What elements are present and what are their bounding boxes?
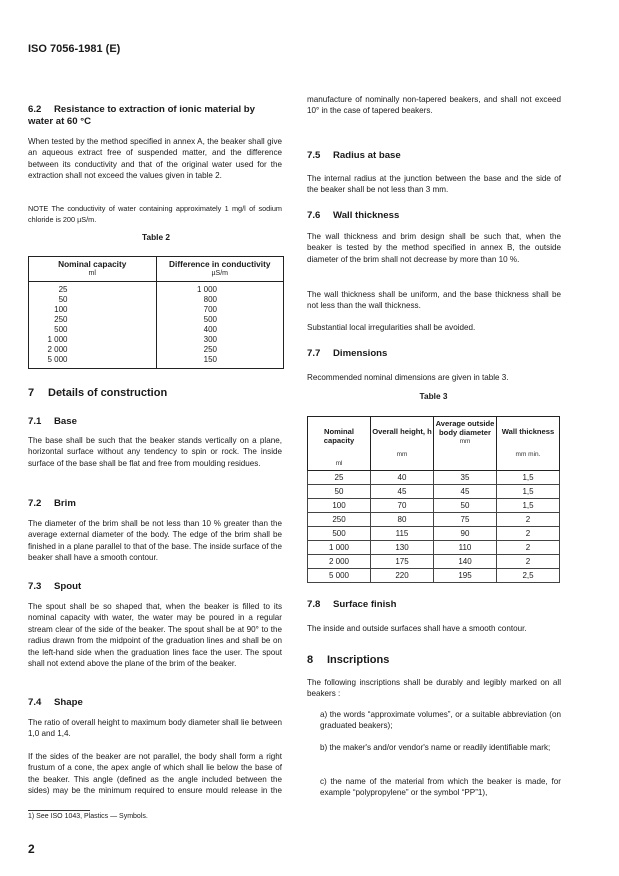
table-cell: 2 000 — [308, 555, 371, 569]
table-cell: 2,5 — [497, 569, 560, 583]
heading-7-1: 7.1 Base — [28, 416, 77, 427]
table-cell: 110 — [434, 541, 497, 555]
table-cell: 90 — [434, 527, 497, 541]
para-7-6-1: The wall thickness and brim design shall be such that, when the beaker is tested by the method specified in annex B, the outside diameter of the brim shall not decrease by more than 10 %. — [307, 232, 561, 264]
table-cell: 400 — [156, 325, 284, 335]
table-row — [308, 513, 560, 527]
para-7-6-3: Substantial local irregularities shall be avoided. — [307, 323, 476, 332]
table-cell: 100 — [308, 499, 371, 513]
para-7-7: Recommended nominal dimensions are given in table 3. — [307, 373, 509, 382]
table-3 — [307, 416, 560, 583]
para-7-4-2-continued: manufacture of nominally non-tapered beakers, and shall not exceed 10° in the case of tapered beakers. — [307, 94, 561, 116]
table-row — [308, 569, 560, 583]
table-cell: 75 — [434, 513, 497, 527]
heading-7-7: 7.7 Dimensions — [307, 348, 388, 359]
table-cell: 500 — [308, 527, 371, 541]
table-row — [29, 355, 284, 369]
table-row — [308, 471, 560, 485]
table-cell: 1,5 — [497, 499, 560, 513]
table-cell: 1 000 — [156, 282, 284, 296]
table3-header: Average outside body diameter mm — [434, 417, 497, 471]
table-cell: 45 — [434, 485, 497, 499]
table-cell: 2 000 — [29, 345, 157, 355]
table-cell: 500 — [156, 315, 284, 325]
table-row — [29, 305, 284, 315]
table-cell: 150 — [156, 355, 284, 369]
table-cell: 700 — [156, 305, 284, 315]
table-cell: 2 — [497, 555, 560, 569]
table-cell: 800 — [156, 295, 284, 305]
table-cell: 50 — [29, 295, 157, 305]
table-cell: 50 — [434, 499, 497, 513]
table-cell: 250 — [156, 345, 284, 355]
heading-6-2: 6.2 Resistance to extraction of ionic material by water at 60 °C — [28, 104, 255, 127]
table-cell: 25 — [29, 282, 157, 296]
table-cell: 115 — [371, 527, 434, 541]
table-cell: 175 — [371, 555, 434, 569]
table-row — [308, 541, 560, 555]
note-6-2: NOTE The conductivity of water containing approximately 1 mg/l of sodium chloride is 200 µS/m. — [28, 204, 282, 224]
table-cell: 50 — [308, 485, 371, 499]
table-row — [29, 282, 284, 296]
table2-header: Nominal capacity ml — [29, 257, 157, 282]
table-cell: 1,5 — [497, 471, 560, 485]
table2-header: Difference in conductivity µS/m — [156, 257, 284, 282]
para-6-2: When tested by the method specified in annex A, the beaker shall give an aqueous extract free of suspended matter, and the difference between its conductivity and that of the original water used for the extraction shall not exceed the values given in table 2. — [28, 137, 282, 181]
table-cell: 80 — [371, 513, 434, 527]
page-number: 2 — [28, 842, 35, 856]
table-cell: 45 — [371, 485, 434, 499]
table3-title: Table 3 — [419, 391, 448, 401]
table-2 — [28, 256, 284, 369]
table3-header: Nominal capacity ml — [308, 417, 371, 471]
table-cell: 220 — [371, 569, 434, 583]
para-7-1: The base shall be such that the beaker stands vertically on a plane, horizontal surface without any tendency to spin or rock. The inside surface of the base shall be flat and free from moulding residues. — [28, 436, 282, 468]
table3-header: Wall thickness mm min. — [497, 417, 560, 471]
list-item: a) the words “approximate volumes”, or a suitable abbreviation (on graduated beakers); — [320, 710, 561, 731]
heading-7-4: 7.4 Shape — [28, 697, 83, 708]
table-cell: 250 — [29, 315, 157, 325]
table-row — [29, 315, 284, 325]
table2-title: Table 2 — [142, 232, 170, 242]
para-7-2: The diameter of the brim shall be not less than 10 % greater than the average external diameter of the body. The edge of the brim shall be finished in a plane parallel to that of the base. The inside surface of the beaker shall have a smooth contour. — [28, 519, 282, 563]
table-cell: 100 — [29, 305, 157, 315]
table3-header: Overall height, h mm — [371, 417, 434, 471]
table-row — [29, 335, 284, 345]
table-cell: 1 000 — [308, 541, 371, 555]
para-7-8: The inside and outside surfaces shall have a smooth contour. — [307, 624, 527, 633]
table-cell: 1,5 — [497, 485, 560, 499]
para-7-4-1: The ratio of overall height to maximum body diameter shall lie between 1,0 and 1,4. — [28, 718, 282, 739]
table-cell: 130 — [371, 541, 434, 555]
heading-7: 7 Details of construction — [28, 387, 168, 399]
table-row — [29, 325, 284, 335]
table-cell: 2 — [497, 541, 560, 555]
table-cell: 500 — [29, 325, 157, 335]
table-cell: 195 — [434, 569, 497, 583]
list-item: c) the name of the material from which the beaker is made, for example “polypropylene” or the symbol “PP”1), — [320, 777, 561, 798]
para-7-3: The spout shall be so shaped that, when the beaker is filled to its nominal capacity with water, the water may be poured in a regular stream clear of the side of the beaker. The spout shall be at 90° to the radius drawn from the midpoint of the graduation lines and shall be on the left-hand side when the graduation lines face the user. The spout shall not extend above the plane of the brim of the beaker. — [28, 602, 282, 669]
heading-7-6: 7.6 Wall thickness — [307, 210, 400, 221]
table-cell: 300 — [156, 335, 284, 345]
para-8: The following inscriptions shall be durably and legibly marked on all beakers : — [307, 678, 561, 699]
heading-8: 8 Inscriptions — [307, 654, 390, 666]
table-row — [308, 485, 560, 499]
table-cell: 5 000 — [29, 355, 157, 369]
heading-7-2: 7.2 Brim — [28, 498, 76, 509]
footnote-divider — [28, 810, 90, 811]
table-cell: 25 — [308, 471, 371, 485]
para-7-4-2: If the sides of the beaker are not parallel, the body shall form a right frustum of a cone, the apex angle of which shall lie below the base of the beaker. This angle (defined as the angle included between the sides) may be the minimum required to ensure mould release in the — [28, 752, 282, 796]
table-cell: 2 — [497, 513, 560, 527]
heading-7-5: 7.5 Radius at base — [307, 150, 401, 161]
heading-7-8: 7.8 Surface finish — [307, 599, 397, 610]
table-row — [29, 345, 284, 355]
table-cell: 1 000 — [29, 335, 157, 345]
document-header: ISO 7056-1981 (E) — [28, 43, 121, 55]
table-cell: 5 000 — [308, 569, 371, 583]
list-item: b) the maker's and/or vendor's name or readily identifiable mark; — [320, 743, 551, 752]
heading-7-3: 7.3 Spout — [28, 581, 82, 592]
table-row — [29, 295, 284, 305]
footnote: 1) See ISO 1043, Plastics — Symbols. — [28, 813, 148, 820]
table-row — [308, 555, 560, 569]
table-cell: 140 — [434, 555, 497, 569]
table-cell: 35 — [434, 471, 497, 485]
para-7-5: The internal radius at the junction between the base and the side of the beaker shall be not less than 3 mm. — [307, 174, 561, 195]
para-7-6-2: The wall thickness shall be uniform, and the base thickness shall be not less than the wall thickness. — [307, 290, 561, 311]
table-cell: 70 — [371, 499, 434, 513]
table-row — [308, 499, 560, 513]
table-cell: 40 — [371, 471, 434, 485]
table-cell: 2 — [497, 527, 560, 541]
table-cell: 250 — [308, 513, 371, 527]
table-row — [308, 527, 560, 541]
